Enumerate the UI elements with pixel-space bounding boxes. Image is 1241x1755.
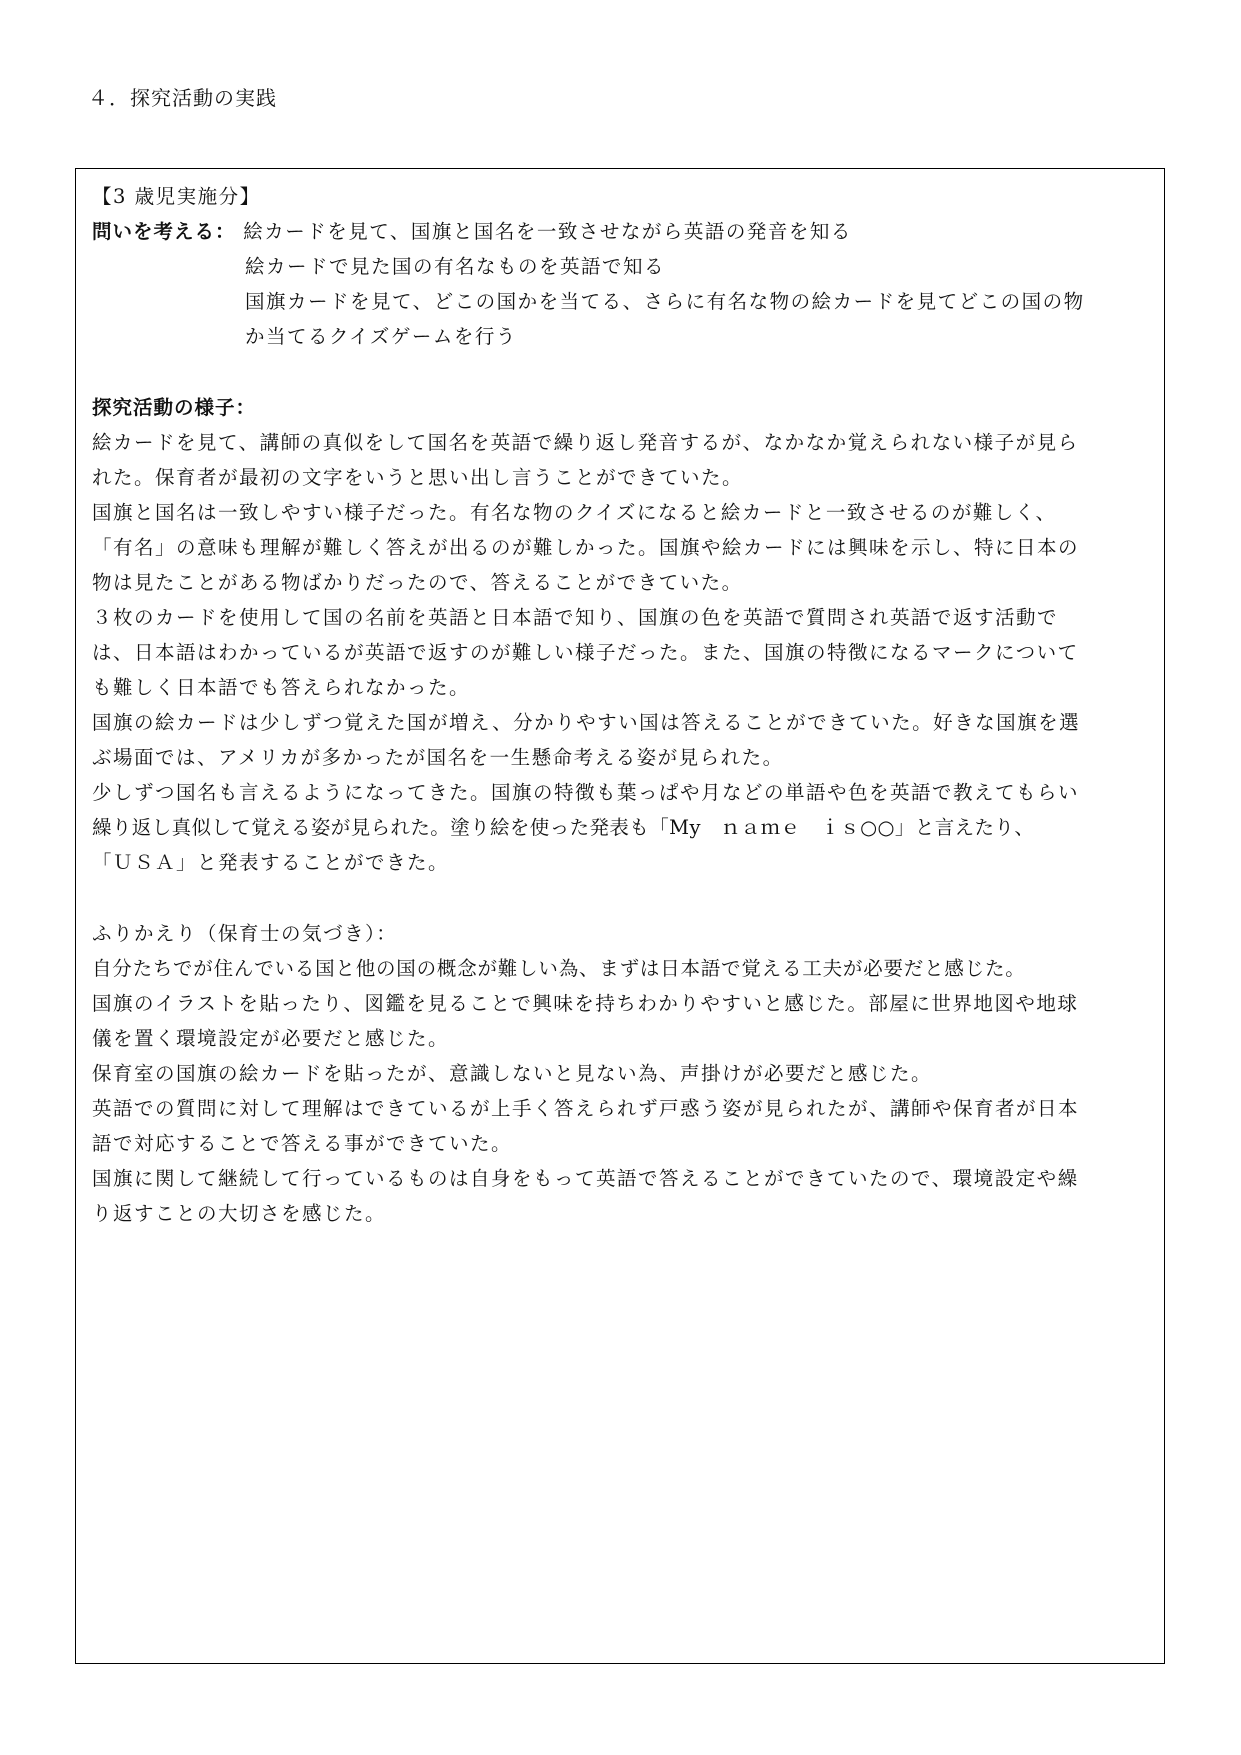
activity-line-3: 国旗と国名は一致しやすい様子だった。有名な物のクイズになると絵カードと一致させるのが難しく、 (92, 501, 1057, 524)
reflection-line-5: 英語での質問に対して理解はできているが上手く答えられず戸惑う姿が見られたが、講師や保育者が日本 (92, 1097, 1080, 1120)
age-tag: 【3 歳児実施分】 (92, 185, 261, 208)
activity-line-7: は、日本語はわかっているが英語で返すのが難しい様子だった。また、国旗の特徴になるマークについて (92, 641, 1079, 664)
activity-line-13: 「ＵＳＡ」と発表することができた。 (92, 851, 450, 874)
activity-line-1: 絵カードを見て、講師の真似をして国名を英語で繰り返し発音するが、なかなか覚えられない様子が見ら (92, 431, 1079, 454)
reflection-line-1: 自分たちでが住んでいる国と他の国の概念が難しい為、まずは日本語で覚える工夫が必要だと感じた。 (92, 957, 1026, 980)
activity-line-8: も難しく日本語でも答えられなかった。 (92, 676, 471, 699)
activity-line-2: れた。保育者が最初の文字をいうと思い出し言うことができていた。 (92, 466, 744, 489)
activity-line-5: 物は見たことがある物ばかりだったので、答えることができていた。 (92, 571, 743, 594)
question-line-4: か当てるクイズゲームを行う (245, 325, 517, 348)
activity-line-10: ぶ場面では、アメリカが多かったが国名を一生懸命考える姿が見られた。 (92, 746, 784, 769)
activity-line-9: 国旗の絵カードは少しずつ覚えた国が増え、分かりやすい国は答えることができていた。好きな国旗を選 (92, 711, 1081, 734)
reflection-line-2: 国旗のイラストを貼ったり、図鑑を見ることで興味を持ちわかりやすいと感じた。部屋に世界地図や地球 (92, 992, 1079, 1015)
question-line-2: 絵カードで見た国の有名なものを英語で知る (245, 255, 666, 278)
reflection-line-7: 国旗に関して継続して行っているものは自身をもって英語で答えることができていたので、環境設定や繰 (92, 1167, 1079, 1190)
reflection-line-6: 語で対応することで答える事ができていた。 (92, 1132, 513, 1155)
reflection-line-8: り返すことの大切さを感じた。 (92, 1202, 387, 1225)
spacer (92, 354, 1152, 390)
section-heading: ４．探究活動の実践 (88, 86, 277, 110)
reflection-label: ふりかえり（保育士の気づき）： (92, 922, 398, 945)
question-text-1: 絵カードを見て、国旗と国名を一致させながら英語の発音を知る (235, 220, 852, 243)
question-line-1 (92, 214, 1152, 249)
activity-line-11: 少しずつ国名も言えるようになってきた。国旗の特徴も葉っぱや月などの単語や色を英語で教えてもらい (92, 781, 1080, 804)
spacer (92, 880, 1152, 916)
question-line-3: 国旗カードを見て、どこの国かを当てる、さらに有名な物の絵カードを見てどこの国の物 (245, 290, 1085, 313)
question-label: 問いを考える： (92, 220, 236, 243)
reflection-line-3: 儀を置く環境設定が必要だと感じた。 (92, 1027, 450, 1050)
activity-line-4: 「有名」の意味も理解が難しく答えが出るのが難しかった。国旗や絵カードには興味を示し、特に日本の (92, 536, 1080, 559)
activity-line-6: ３枚のカードを使用して国の名前を英語と日本語で知り、国旗の色を英語で質問され英語で返す活動で (92, 606, 1059, 629)
content-box (75, 168, 1165, 1664)
activity-label: 探究活動の様子： (92, 396, 257, 419)
reflection-line-4: 保育室の国旗の絵カードを貼ったが、意識しないと見ない為、声掛けが必要だと感じた。 (92, 1062, 933, 1085)
activity-line-12: 繰り返し真似して覚える姿が見られた。塗り絵を使った発表も「My ｎａｍｅ ｉｓ○○」と言えたり、 (92, 816, 1035, 839)
box-content (92, 179, 1152, 1231)
